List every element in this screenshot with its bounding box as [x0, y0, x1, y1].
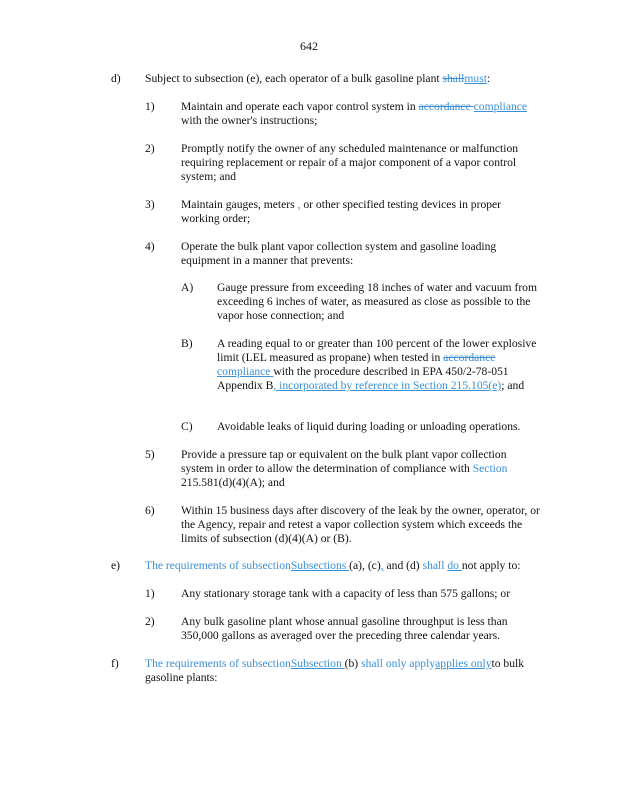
text: Maintain and operate each vapor control system in	[181, 100, 419, 113]
inserted-text: compliance	[473, 100, 528, 113]
deleted-text: shall	[442, 72, 465, 85]
item-d2: Promptly notify the owner of any scheduled maintenance or malfunction requiring replacement or repair of a major component of a vapor control system; and	[181, 142, 519, 183]
text: (b)	[344, 657, 362, 670]
text: with the procedure described in EPA 450/2-78-051 Appendix B	[217, 365, 509, 392]
text: 215.581(d)(4)(A); and	[181, 476, 285, 489]
inserted-text: ,	[380, 559, 384, 572]
inserted-text: ,	[297, 198, 301, 211]
label-d: d)	[111, 72, 121, 85]
inserted-text: Section	[472, 462, 508, 475]
label-d2: 2)	[145, 142, 155, 155]
deleted-text: accordance	[443, 351, 496, 364]
paragraph-e	[145, 559, 565, 573]
text: (a), (c)	[349, 559, 381, 572]
paragraph-f	[145, 657, 555, 685]
item-d4a: Gauge pressure from exceeding 18 inches of water and vacuum from exceeding 6 inches of water, as measured as close as possible to the vapor hose connection; and	[217, 281, 537, 322]
label-e1: 1)	[145, 587, 155, 600]
item-d1	[181, 100, 561, 128]
item-d3	[181, 198, 526, 226]
item-d6: Within 15 business days after discovery of the leak by the owner, operator, or the Agency, repair and retest a vapor collection system which exceeds the limits of subsection (d)(4)(A) or (B).	[181, 504, 540, 545]
text: :	[486, 72, 491, 85]
item-d4b	[217, 337, 543, 393]
item-d4: Operate the bulk plant vapor collection system and gasoline loading equipment in a manner that prevents:	[181, 240, 497, 267]
inserted-text: applies only	[435, 657, 492, 670]
inserted-text: shall only apply	[361, 657, 436, 670]
text: A reading equal to or greater than 100 percent of the lower explosive limit (LEL measured as propane) when tested in	[217, 337, 537, 364]
text: with the owner's instructions;	[181, 114, 318, 127]
label-f: f)	[111, 657, 119, 670]
label-e: e)	[111, 559, 121, 572]
text: Provide a pressure tap or equivalent on the bulk plant vapor collection system in order to allow the determination of compliance with	[181, 448, 507, 475]
inserted-text: The requirements of subsection	[145, 559, 291, 572]
label-d4: 4)	[145, 240, 155, 253]
inserted-text: must	[464, 72, 487, 85]
label-d4c: C)	[181, 420, 193, 433]
inserted-text: do	[447, 559, 462, 572]
label-d4a: A)	[181, 281, 194, 294]
text: and (d)	[383, 559, 423, 572]
paragraph-d	[145, 72, 565, 86]
text: or other specified testing devices in proper working order;	[181, 198, 502, 225]
item-e1: Any stationary storage tank with a capacity of less than 575 gallons; or	[181, 587, 511, 600]
item-e2: Any bulk gasoline plant whose annual gasoline throughput is less than 350,000 gallons as averaged over the preceding three calendar years.	[181, 615, 508, 642]
text: ; and	[501, 379, 525, 392]
text: Subject to subsection (e), each operator of a bulk gasoline plant	[145, 72, 443, 85]
deleted-text: accordance	[418, 100, 474, 113]
label-d5: 5)	[145, 448, 155, 461]
text: not apply to:	[461, 559, 521, 572]
inserted-text: compliance	[217, 365, 274, 378]
inserted-text: shall	[422, 559, 448, 572]
label-d4b: B)	[181, 337, 193, 350]
page-number: 642	[300, 39, 318, 53]
label-d6: 6)	[145, 504, 155, 517]
item-d5	[181, 448, 526, 490]
inserted-text: Subsection	[290, 657, 345, 670]
label-e2: 2)	[145, 615, 155, 628]
label-d1: 1)	[145, 100, 155, 113]
inserted-text: , incorporated by reference in Section 215.105(e)	[273, 379, 502, 392]
item-d4c: Avoidable leaks of liquid during loading or unloading operations.	[217, 420, 521, 433]
label-d3: 3)	[145, 198, 155, 211]
inserted-text: Subsections	[290, 559, 350, 572]
text: to bulk gasoline plants:	[145, 657, 525, 684]
inserted-text: The requirements of subsection	[145, 657, 291, 670]
text: Maintain gauges, meters	[181, 198, 298, 211]
